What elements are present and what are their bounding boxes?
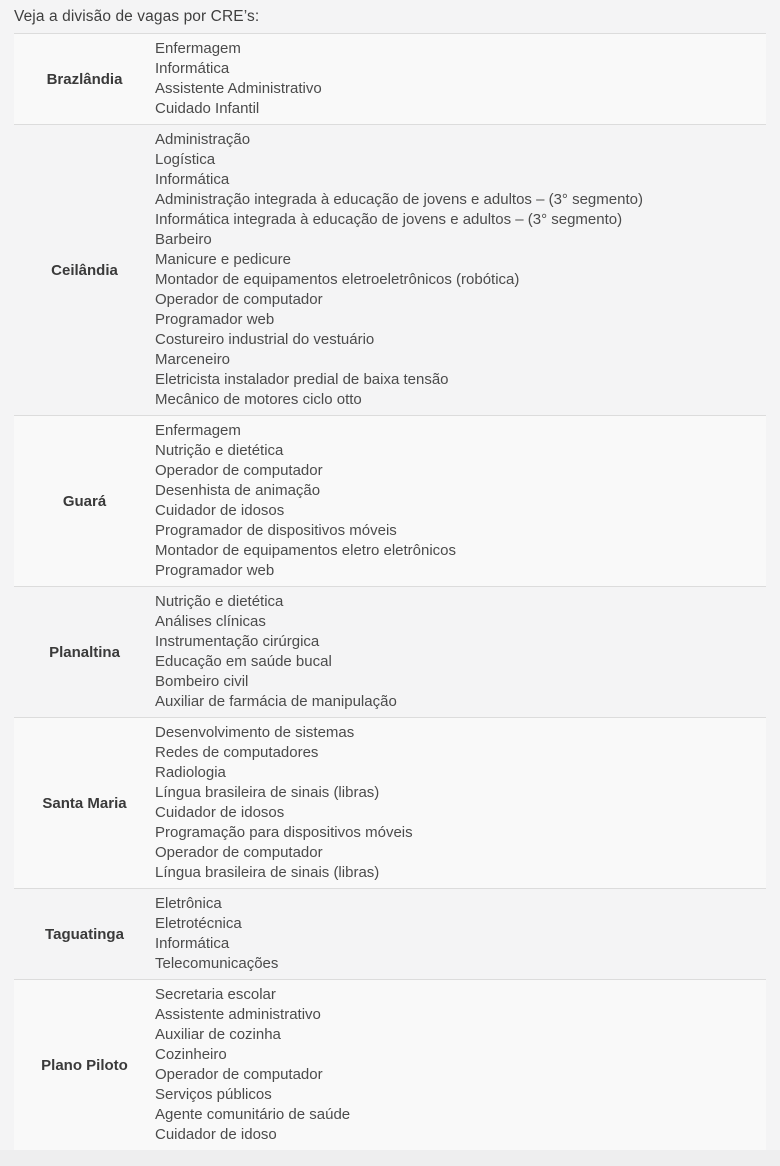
courses-cell (155, 416, 766, 587)
course-item: Assistente administrativo (155, 1006, 321, 1023)
course-item: Informática (155, 935, 230, 952)
course-item: Logística (155, 151, 216, 168)
course-item: Manicure e pedicure (155, 251, 291, 268)
course-item: Língua brasileira de sinais (libras) (155, 784, 380, 801)
course-item: Desenvolvimento de sistemas (155, 724, 355, 741)
course-item: Mecânico de motores ciclo otto (155, 391, 362, 408)
course-item: Nutrição e dietética (155, 593, 284, 610)
course-item: Auxiliar de farmácia de manipulação (155, 693, 397, 710)
table-row (14, 587, 766, 718)
course-item: Informática (155, 60, 230, 77)
course-item: Radiologia (155, 764, 226, 781)
course-item: Operador de computador (155, 291, 323, 308)
table-row (14, 125, 766, 416)
course-item: Operador de computador (155, 462, 323, 479)
bottom-section-divider (0, 1150, 780, 1166)
course-item: Enfermagem (155, 40, 241, 57)
region-name: Santa Maria (42, 794, 127, 812)
course-item: Eletricista instalador predial de baixa tensão (155, 371, 449, 388)
table-row (14, 889, 766, 980)
courses-cell (155, 587, 766, 718)
course-item: Secretaria escolar (155, 986, 276, 1003)
region-name: Taguatinga (45, 925, 124, 943)
courses-cell (155, 718, 766, 889)
course-item: Informática integrada à educação de jovens e adultos – (3° segmento) (155, 211, 623, 228)
course-item: Cuidador de idosos (155, 804, 285, 821)
table-body (14, 34, 766, 1151)
courses-cell (155, 980, 766, 1151)
course-item: Cuidador de idosos (155, 502, 285, 519)
course-item: Administração (155, 131, 251, 148)
courses-cell (155, 889, 766, 980)
table-row (14, 416, 766, 587)
course-item: Programador web (155, 562, 275, 579)
course-item: Marceneiro (155, 351, 231, 368)
course-item: Redes de computadores (155, 744, 319, 761)
course-item: Nutrição e dietética (155, 442, 284, 459)
course-item: Assistente Administrativo (155, 80, 322, 97)
course-item: Eletrotécnica (155, 915, 242, 932)
course-item: Barbeiro (155, 231, 212, 248)
course-item: Instrumentação cirúrgica (155, 633, 320, 650)
region-name: Guará (62, 492, 107, 510)
table-row (14, 980, 766, 1151)
table-row (14, 34, 766, 125)
cre-vacancies-table (14, 33, 766, 1151)
course-item: Enfermagem (155, 422, 241, 439)
course-item: Análises clínicas (155, 613, 266, 630)
course-item: Programador web (155, 311, 275, 328)
courses-cell (155, 125, 766, 416)
course-item: Montador de equipamentos eletro eletrônicos (155, 542, 457, 559)
page-title: Veja a divisão de vagas por CRE’s: (14, 8, 260, 25)
course-item: Programador de dispositivos móveis (155, 522, 397, 539)
course-item: Informática (155, 171, 230, 188)
course-item: Educação em saúde bucal (155, 653, 332, 670)
course-item: Montador de equipamentos eletroeletrônicos (robótica) (155, 271, 520, 288)
course-item: Eletrônica (155, 895, 222, 912)
course-item: Língua brasileira de sinais (libras) (155, 864, 380, 881)
course-item: Operador de computador (155, 1066, 323, 1083)
course-item: Agente comunitário de saúde (155, 1106, 351, 1123)
region-name: Brazlândia (46, 70, 123, 88)
table-row (14, 718, 766, 889)
course-item: Administração integrada à educação de jovens e adultos – (3° segmento) (155, 191, 643, 208)
region-name: Plano Piloto (41, 1056, 128, 1074)
course-item: Telecomunicações (155, 955, 279, 972)
course-item: Cozinheiro (155, 1046, 227, 1063)
course-item: Bombeiro civil (155, 673, 249, 690)
course-item: Cuidador de idoso (155, 1126, 277, 1143)
courses-cell (155, 34, 766, 125)
region-name: Ceilândia (51, 261, 118, 279)
course-item: Serviços públicos (155, 1086, 272, 1103)
course-item: Operador de computador (155, 844, 323, 861)
course-item: Auxiliar de cozinha (155, 1026, 281, 1043)
course-item: Cuidado Infantil (155, 100, 260, 117)
course-item: Desenhista de animação (155, 482, 321, 499)
course-item: Costureiro industrial do vestuário (155, 331, 375, 348)
region-name: Planaltina (49, 643, 120, 661)
course-item: Programação para dispositivos móveis (155, 824, 413, 841)
